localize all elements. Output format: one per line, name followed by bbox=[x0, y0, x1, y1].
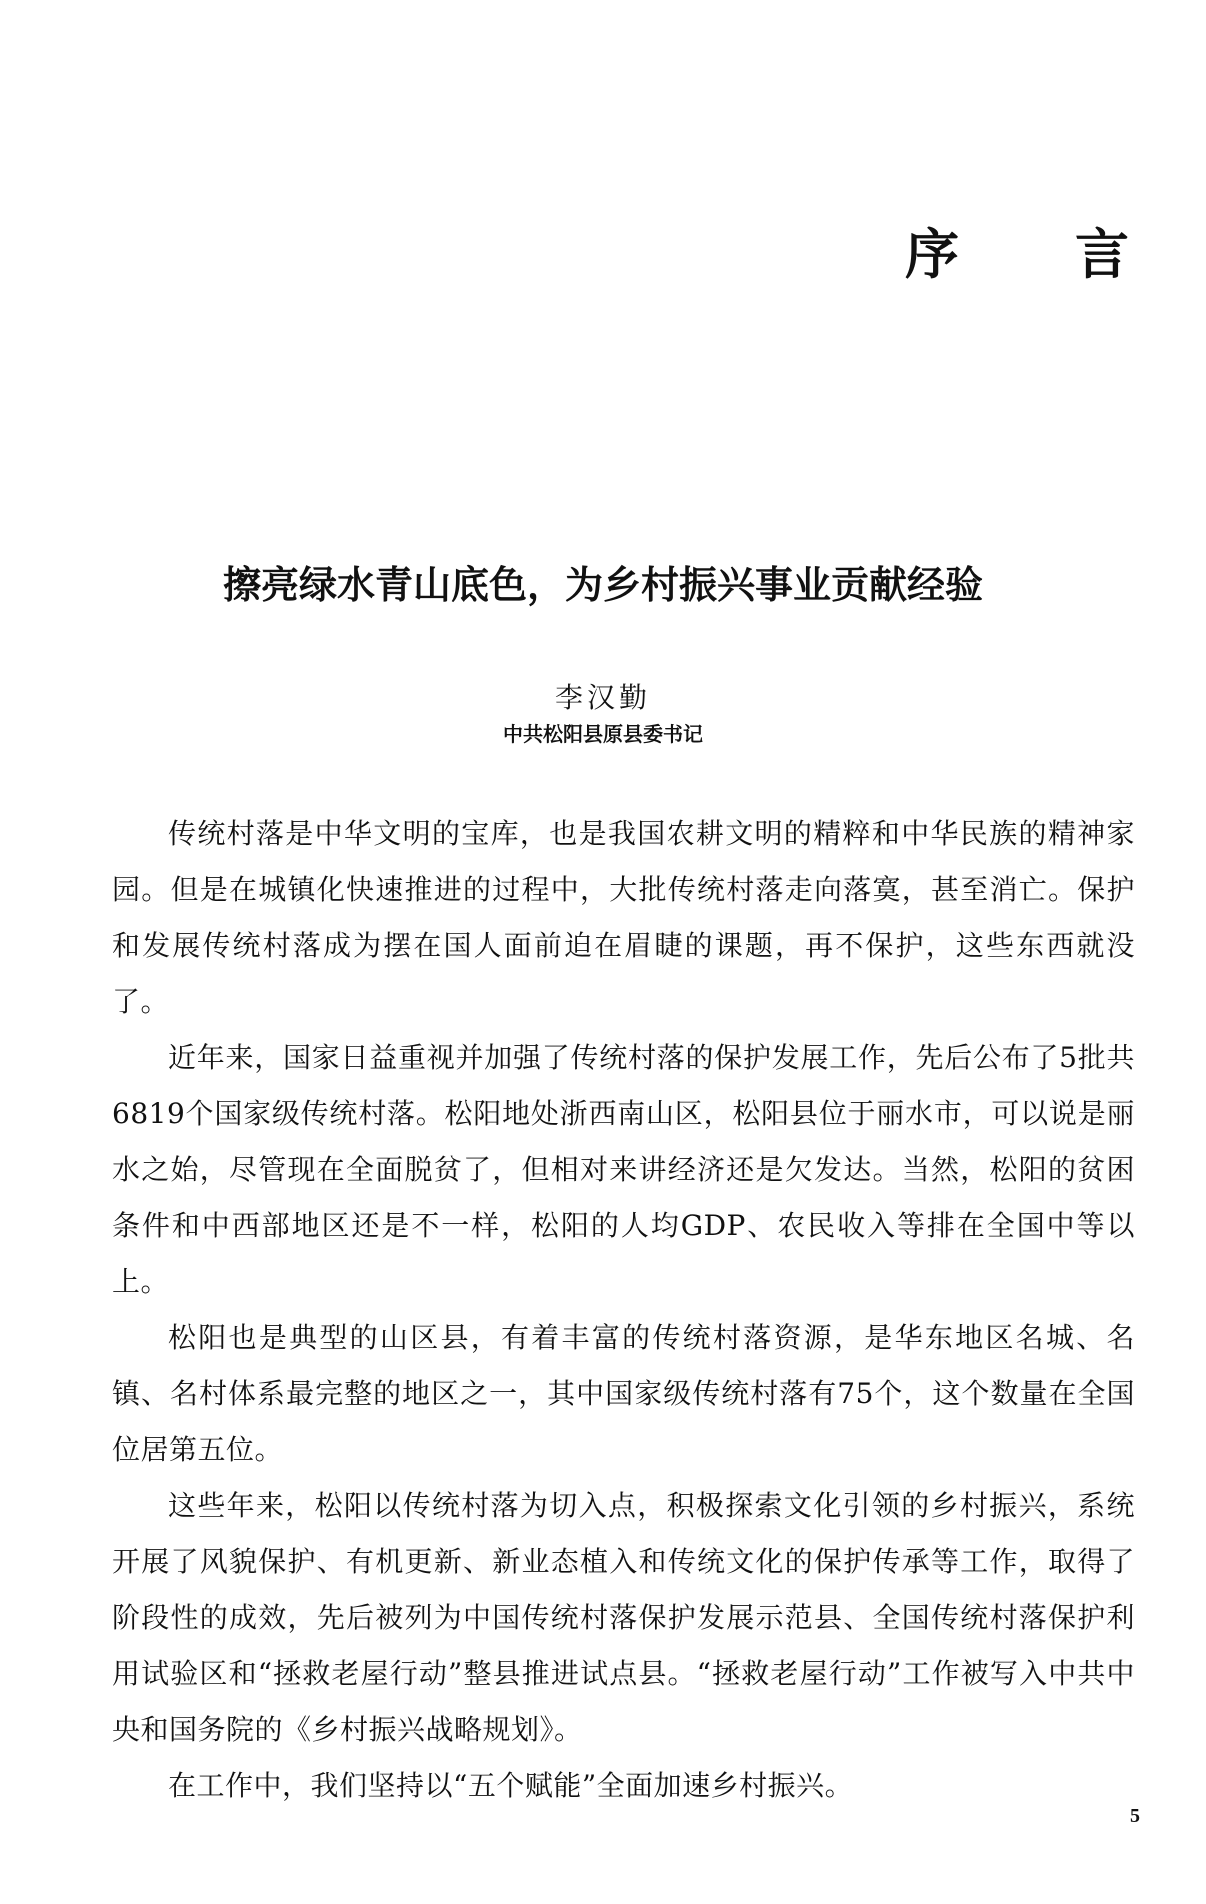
paragraph: 松阳也是典型的山区县，有着丰富的传统村落资源，是华东地区名城、名镇、名村体系最完整的地区之一，其中国家级传统村落有75个，这个数量在全国位居第五位。 bbox=[112, 1321, 1135, 1466]
body-text bbox=[112, 806, 1135, 1814]
chapter-title-char-2: 言 bbox=[1075, 222, 1129, 286]
page-number: 5 bbox=[1130, 1805, 1140, 1827]
paragraph: 在工作中，我们坚持以“五个赋能”全面加速乡村振兴。 bbox=[168, 1769, 854, 1802]
paragraph: 这些年来，松阳以传统村落为切入点，积极探索文化引领的乡村振兴，系统开展了风貌保护、有机更新、新业态植入和传统文化的保护传承等工作，取得了阶段性的成效，先后被列为中国传统村落保护发展示范县、全国传统村落保护利用试验区和“拯救老屋行动”整县推进试点县。“拯救老屋行动”工作被写入中共中央和国务院的《乡村振兴战略规划》。 bbox=[112, 1489, 1135, 1746]
author-position: 中共松阳县原县委书记 bbox=[503, 722, 703, 746]
article-title: 擦亮绿水青山底色，为乡村振兴事业贡献经验 bbox=[222, 563, 983, 607]
paragraph: 传统村落是中华文明的宝库，也是我国农耕文明的精粹和中华民族的精神家园。但是在城镇化快速推进的过程中，大批传统村落走向落寞，甚至消亡。保护和发展传统村落成为摆在国人面前迫在眉睫的课题，再不保护，这些东西就没了。 bbox=[112, 817, 1135, 1018]
chapter-title-char-1: 序 bbox=[905, 222, 959, 286]
author-name: 李汉勤 bbox=[554, 681, 651, 714]
paragraph: 近年来，国家日益重视并加强了传统村落的保护发展工作，先后公布了5批共6819个国家级传统村落。松阳地处浙西南山区，松阳县位于丽水市，可以说是丽水之始，尽管现在全面脱贫了，但相对来讲经济还是欠发达。当然，松阳的贫困条件和中西部地区还是不一样，松阳的人均GDP、农民收入等排在全国中等以上。 bbox=[112, 1041, 1135, 1298]
